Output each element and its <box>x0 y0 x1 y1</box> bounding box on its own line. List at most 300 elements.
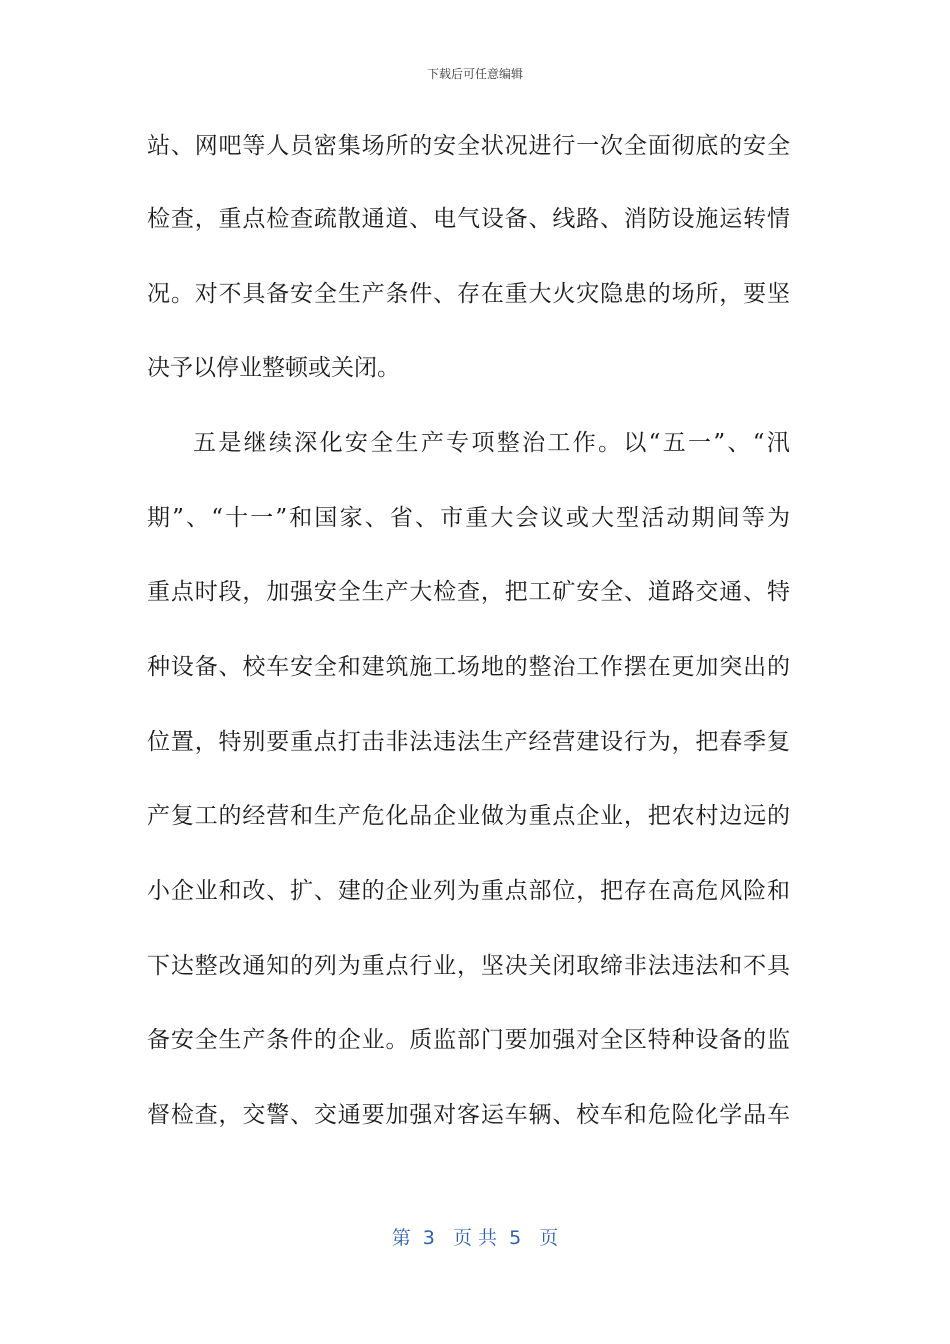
text-char: 五 <box>193 430 216 456</box>
text-char: 期 <box>147 505 170 531</box>
text-char: 检 <box>147 206 170 232</box>
text-char: 市 <box>440 505 464 531</box>
text-char: 检 <box>266 206 290 232</box>
text-char: 车 <box>766 1102 790 1128</box>
text-char: 春 <box>719 729 743 755</box>
text-char: 把 <box>647 803 671 829</box>
text-char: 道 <box>647 579 671 605</box>
text-char: 行 <box>623 729 647 755</box>
text-char: 交 <box>242 1102 266 1128</box>
text-char: 密 <box>313 133 337 159</box>
text-char: 要 <box>743 281 767 307</box>
text-char: 员 <box>290 133 314 159</box>
text-char: 存 <box>623 878 647 904</box>
text-line <box>147 577 790 607</box>
text-char: 电 <box>433 206 457 232</box>
text-char: 彻 <box>671 133 695 159</box>
text-char: ， <box>194 729 218 755</box>
text-char: 查 <box>290 206 314 232</box>
text-char: 全 <box>370 430 394 456</box>
text-char: 是 <box>218 430 242 456</box>
text-char: 业 <box>600 803 624 829</box>
text-char: 重 <box>218 206 242 232</box>
text-char: 经 <box>242 803 266 829</box>
text-char: 和 <box>289 505 313 531</box>
text-char: 建 <box>337 878 361 904</box>
text-char: 火 <box>552 281 576 307</box>
text-char: 种 <box>671 1027 695 1053</box>
page-number-footer: 第 3 页 共 5 页 <box>391 1227 559 1249</box>
text-char: 、 <box>528 206 552 232</box>
text-char: 要 <box>266 729 290 755</box>
text-char: 化 <box>695 1102 719 1128</box>
text-char: 为 <box>504 803 528 829</box>
text-char: 具 <box>766 953 790 979</box>
text-char: 险 <box>743 878 767 904</box>
text-char: 营 <box>552 729 576 755</box>
text-char: 转 <box>743 206 767 232</box>
text-char: 在 <box>480 281 504 307</box>
text-char: 做 <box>480 803 504 829</box>
text-char: 所 <box>385 133 409 159</box>
text-char: 议 <box>540 505 564 531</box>
text-char: 专 <box>446 430 470 456</box>
text-char: 重 <box>465 505 489 531</box>
text-char: 强 <box>290 579 314 605</box>
text-char: 督 <box>147 1102 170 1128</box>
text-char: 进 <box>528 133 552 159</box>
text-char: 全 <box>313 281 337 307</box>
text-char: 安 <box>433 133 457 159</box>
text-char: 置 <box>170 729 194 755</box>
text-char: 监 <box>766 1027 790 1053</box>
text-char: 非 <box>385 729 409 755</box>
text-char: 全 <box>456 133 480 159</box>
text-char: 化 <box>385 803 409 829</box>
text-char: 达 <box>170 953 194 979</box>
text-char: 品 <box>743 1102 767 1128</box>
text-char: 要 <box>504 1027 528 1053</box>
text-char: 重 <box>528 803 552 829</box>
text-char: 业 <box>194 878 218 904</box>
text-char: 国 <box>314 505 338 531</box>
text-char: 列 <box>313 953 337 979</box>
text-char: 点 <box>504 878 528 904</box>
text-char: 整 <box>194 953 218 979</box>
text-char: 农 <box>671 803 695 829</box>
text-char: 运 <box>480 1102 504 1128</box>
text-char: 吧 <box>218 133 242 159</box>
text-char: 点 <box>170 579 194 605</box>
text-char: 决 <box>504 953 528 979</box>
text-char: 点 <box>313 729 337 755</box>
text-char: 化 <box>319 430 343 456</box>
text-char: 对 <box>433 1102 457 1128</box>
text-char: 路 <box>671 579 695 605</box>
text-char: 产 <box>385 579 409 605</box>
text-char: 学 <box>719 1102 743 1128</box>
text-char: 全 <box>766 133 790 159</box>
text-char: 集 <box>337 133 361 159</box>
text-char: 具 <box>242 281 266 307</box>
text-char: 件 <box>409 281 433 307</box>
text-char: 站 <box>147 133 170 159</box>
text-line <box>147 727 790 757</box>
text-char: 生 <box>395 430 419 456</box>
text-char: 大 <box>490 505 514 531</box>
text-char: 、 <box>409 206 433 232</box>
text-char: 边 <box>719 803 743 829</box>
text-char: 重 <box>480 878 504 904</box>
text-char: 条 <box>266 1027 290 1053</box>
text-char: 运 <box>719 206 743 232</box>
text-char: 消 <box>623 206 647 232</box>
text-char: “ <box>752 430 765 456</box>
text-char: 十 <box>225 505 249 531</box>
text-char: 会 <box>515 505 539 531</box>
text-char: 场 <box>456 654 480 680</box>
text-char: 通 <box>361 206 385 232</box>
text-char: 改 <box>242 878 266 904</box>
text-char: 和 <box>719 953 743 979</box>
text-char: 设 <box>695 1027 719 1053</box>
text-char: 状 <box>480 133 504 159</box>
text-char: 安 <box>576 579 600 605</box>
text-char: 工 <box>547 430 571 456</box>
text-char: 位 <box>147 729 170 755</box>
text-char: 缔 <box>600 953 624 979</box>
text-char: 以 <box>623 430 647 456</box>
text-char: 区 <box>623 1027 647 1053</box>
text-char: 况 <box>504 133 528 159</box>
text-char: 备 <box>266 281 290 307</box>
text-char: 部 <box>528 878 552 904</box>
text-char: 出 <box>743 654 767 680</box>
text-char: 大 <box>409 579 433 605</box>
text-char: 通 <box>337 1102 361 1128</box>
text-char: 小 <box>147 878 170 904</box>
text-char: 安 <box>313 579 337 605</box>
text-char: 施 <box>695 206 719 232</box>
text-char: 网 <box>194 133 218 159</box>
text-char: ， <box>719 281 743 307</box>
text-char: 项 <box>471 430 495 456</box>
text-char: 散 <box>337 206 361 232</box>
text-char: 一 <box>250 505 274 531</box>
download-note: 下载后可任意编辑 <box>426 67 523 81</box>
text-char: 生 <box>218 1027 242 1053</box>
text-char: 安 <box>344 430 368 456</box>
text-char: 重 <box>361 953 385 979</box>
text-char: 产 <box>361 281 385 307</box>
text-char: 违 <box>433 729 457 755</box>
text-char: 备 <box>504 206 528 232</box>
text-char: 工 <box>433 654 457 680</box>
text-char: 营 <box>266 803 290 829</box>
text-char: 校 <box>576 1102 600 1128</box>
text-char: 重 <box>504 281 528 307</box>
text-char: ， <box>194 206 218 232</box>
text-char: 为 <box>456 878 480 904</box>
text-char: 品 <box>409 803 433 829</box>
text-char: 深 <box>294 430 318 456</box>
text-char: 继 <box>243 430 267 456</box>
text-char: 条 <box>385 281 409 307</box>
text-char: 种 <box>147 654 170 680</box>
text-char: 法 <box>647 953 671 979</box>
text-char: 的 <box>290 953 314 979</box>
text-char: 患 <box>623 281 647 307</box>
text-char: 产 <box>337 803 361 829</box>
text-line <box>147 876 790 906</box>
text-char: ， <box>480 579 504 605</box>
text-char: 时 <box>194 579 218 605</box>
text-char: 车 <box>600 1102 624 1128</box>
text-char: 的 <box>647 281 671 307</box>
text-char: 闭 <box>552 953 576 979</box>
text-char: 等 <box>242 133 266 159</box>
text-char: 的 <box>361 878 385 904</box>
text-char: ” <box>275 505 288 531</box>
text-char: 备 <box>194 654 218 680</box>
text-char: 的 <box>719 133 743 159</box>
text-char: 作 <box>572 430 596 456</box>
text-char: 更 <box>671 654 695 680</box>
text-char: 汛 <box>766 430 790 456</box>
text-char: 关 <box>528 953 552 979</box>
text-char: 施 <box>409 654 433 680</box>
text-char: 为 <box>337 953 361 979</box>
text-char: 经 <box>528 729 552 755</box>
text-char: 业 <box>409 878 433 904</box>
text-char: 、 <box>623 579 647 605</box>
text-char: 突 <box>719 654 743 680</box>
text-char: ， <box>671 729 695 755</box>
text-char: 点 <box>242 206 266 232</box>
text-line <box>147 1100 790 1130</box>
text-char: 知 <box>266 953 290 979</box>
text-char: 不 <box>743 953 767 979</box>
text-char: 和 <box>290 803 314 829</box>
text-char: 检 <box>433 579 457 605</box>
text-char: 安 <box>290 654 314 680</box>
text-char: 。 <box>170 281 194 307</box>
text-char: 复 <box>766 729 790 755</box>
text-char: 路 <box>576 206 600 232</box>
text-char: 重 <box>147 579 170 605</box>
text-char: 检 <box>170 1102 194 1128</box>
text-char: ， <box>576 878 600 904</box>
text-char: 高 <box>671 878 695 904</box>
text-char: 场 <box>361 133 385 159</box>
text-char: 、 <box>743 579 767 605</box>
text-char: 产 <box>147 803 170 829</box>
text-char: 矿 <box>552 579 576 605</box>
text-char: 大 <box>590 505 614 531</box>
text-char: ， <box>456 953 480 979</box>
text-char: ， <box>623 803 647 829</box>
text-char: 全 <box>600 579 624 605</box>
text-char: 面 <box>647 133 671 159</box>
text-char: 设 <box>170 654 194 680</box>
text-char: 特 <box>647 1027 671 1053</box>
text-char: 治 <box>522 430 546 456</box>
text-line <box>147 131 790 161</box>
text-char: 、 <box>433 281 457 307</box>
text-char: 活 <box>641 505 665 531</box>
text-char: 查 <box>170 206 194 232</box>
text-char: 。 <box>385 1027 409 1053</box>
text-line <box>147 279 790 309</box>
text-char: 安 <box>290 281 314 307</box>
text-char: 法 <box>456 729 480 755</box>
text-char: 整 <box>496 430 520 456</box>
text-char: 建 <box>576 729 600 755</box>
text-char: 点 <box>552 803 576 829</box>
text-char: 五 <box>662 430 686 456</box>
text-char: 危 <box>695 878 719 904</box>
text-char: 间 <box>716 505 740 531</box>
text-char: 设 <box>600 729 624 755</box>
text-char: 、 <box>600 206 624 232</box>
text-char: 工 <box>528 579 552 605</box>
text-char: ” <box>172 505 184 531</box>
text-char: 非 <box>623 953 647 979</box>
text-line <box>147 801 790 831</box>
paragraph-start-line <box>193 428 790 458</box>
text-char: 地 <box>480 654 504 680</box>
text-char: 对 <box>194 281 218 307</box>
text-char: 季 <box>743 729 767 755</box>
text-char: 治 <box>552 654 576 680</box>
text-char: 场 <box>671 281 695 307</box>
text-char: 所 <box>695 281 719 307</box>
text-char: 全 <box>623 133 647 159</box>
text-char: “ <box>648 430 661 456</box>
text-char: 期 <box>691 505 715 531</box>
text-char: 不 <box>218 281 242 307</box>
text-char: 型 <box>616 505 640 531</box>
text-line <box>147 1025 790 1055</box>
text-char: 危 <box>647 1102 671 1128</box>
text-char: 安 <box>170 1027 194 1053</box>
text-char: 改 <box>218 953 242 979</box>
text-char: 打 <box>337 729 361 755</box>
text-char: 安 <box>743 133 767 159</box>
text-char: 特 <box>766 579 790 605</box>
text-char: 查 <box>456 579 480 605</box>
text-char: 、 <box>552 1102 576 1128</box>
text-char: ” <box>713 430 726 456</box>
text-char: 生 <box>361 579 385 605</box>
text-char: 、 <box>290 1102 314 1128</box>
text-char: 要 <box>361 1102 385 1128</box>
text-char: 动 <box>666 505 690 531</box>
text-char: 产 <box>242 1027 266 1053</box>
text-char: 法 <box>695 953 719 979</box>
text-char: 对 <box>576 1027 600 1053</box>
text-char: 工 <box>194 803 218 829</box>
text-char: 重 <box>290 729 314 755</box>
text-char: 把 <box>695 729 719 755</box>
text-char: “ <box>211 505 223 531</box>
text-char: 生 <box>337 281 361 307</box>
text-char: 和 <box>337 654 361 680</box>
text-char: 、 <box>414 505 438 531</box>
text-char: 全 <box>194 1027 218 1053</box>
text-char: 企 <box>170 878 194 904</box>
text-char: 筑 <box>385 654 409 680</box>
text-char: 省 <box>389 505 413 531</box>
text-char: 气 <box>456 206 480 232</box>
text-char: 在 <box>647 878 671 904</box>
text-char: 企 <box>385 878 409 904</box>
text-char: 次 <box>600 133 624 159</box>
text-char: 门 <box>480 1027 504 1053</box>
text-char: 全 <box>600 1027 624 1053</box>
text-char: 生 <box>480 729 504 755</box>
text-char: 坚 <box>766 281 790 307</box>
text-char: 车 <box>266 654 290 680</box>
text-char: 强 <box>409 1102 433 1128</box>
text-char: 、 <box>186 505 210 531</box>
text-char: 备 <box>147 1027 170 1053</box>
text-char: 业 <box>456 803 480 829</box>
text-char: 摆 <box>623 654 647 680</box>
text-char: 的 <box>409 133 433 159</box>
text-char: 产 <box>420 430 444 456</box>
text-char: 加 <box>695 654 719 680</box>
text-char: 、 <box>313 878 337 904</box>
text-char: 的 <box>313 1027 337 1053</box>
text-line <box>147 503 790 533</box>
text-char: 、 <box>170 133 194 159</box>
text-char: 取 <box>576 953 600 979</box>
text-char: 灾 <box>576 281 600 307</box>
text-char: ， <box>218 1102 242 1128</box>
text-char: 等 <box>741 505 765 531</box>
text-char: 家 <box>339 505 363 531</box>
text-char: 别 <box>242 729 266 755</box>
text-char: 坚 <box>480 953 504 979</box>
text-char: 和 <box>218 878 242 904</box>
text-char: 大 <box>528 281 552 307</box>
text-line <box>147 652 790 682</box>
text-char: 校 <box>242 654 266 680</box>
text-char: 险 <box>671 1102 695 1128</box>
text-char: 风 <box>719 878 743 904</box>
text-line <box>147 951 790 981</box>
text-char: 通 <box>719 579 743 605</box>
text-char: 远 <box>743 803 767 829</box>
text-char: 设 <box>671 206 695 232</box>
text-line: 决予以停业整顿或关闭。 <box>147 355 400 381</box>
text-char: 件 <box>290 1027 314 1053</box>
text-char: 的 <box>504 654 528 680</box>
text-char: 、 <box>218 654 242 680</box>
text-char: 和 <box>623 1102 647 1128</box>
text-char: 况 <box>147 281 170 307</box>
text-char: 作 <box>600 654 624 680</box>
text-char: 疏 <box>313 206 337 232</box>
text-char: 隐 <box>600 281 624 307</box>
text-char: 底 <box>695 133 719 159</box>
text-char: ， <box>242 579 266 605</box>
text-char: 设 <box>480 206 504 232</box>
text-char: 企 <box>576 803 600 829</box>
text-char: 部 <box>456 1027 480 1053</box>
text-char: 法 <box>409 729 433 755</box>
